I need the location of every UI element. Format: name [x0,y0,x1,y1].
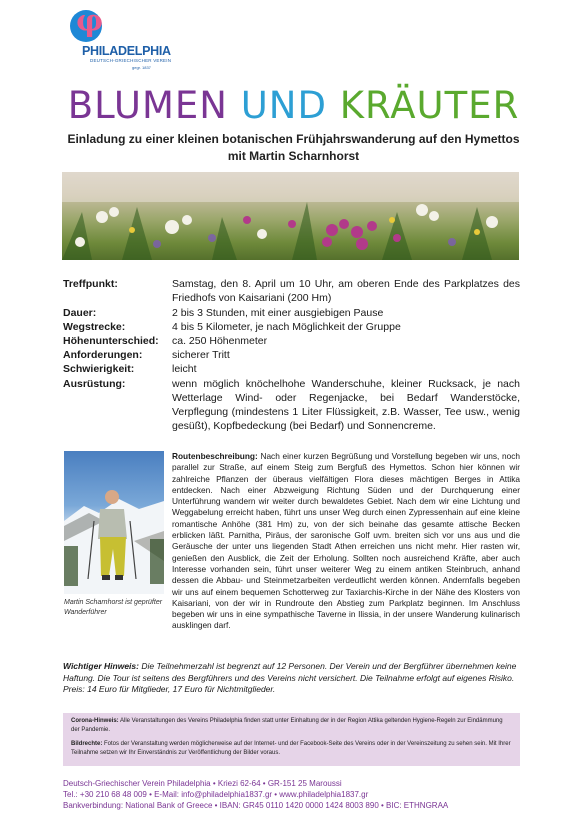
logo-brand-text: PHILADELPHIA [82,44,171,58]
label-wegstrecke: Wegstrecke: [63,321,126,333]
guide-photo [64,451,164,594]
label-ausruestung: Ausrüstung: [63,378,126,390]
title-word-blumen: BLUMEN [67,84,241,127]
image-rights-note [71,740,512,757]
label-schwierigkeit: Schwierigkeit: [63,363,135,375]
hint-text: Die Teilnehmerzahl ist begrenzt auf 12 Personen. Der Verein und der Bergführer übernehmen keine Haftung. Die Tour ist seitens des Bergführers und des Vereins nicht versichert. Die Teilnahme erfolgt auf eigenes Risiko. Preis: 14 Euro für Mitglieder, 17 Euro für Nichtmitglieder. [63,661,517,694]
flower-banner-image [62,172,519,260]
image-rights-heading: Bildrechte: [71,741,103,747]
subtitle-line-1: Einladung zu einer kleinen botanischen Frühjahrswanderung auf den Hymettos [67,132,520,146]
philadelphia-logo [66,4,172,76]
subtitle-line-2: mit Martin Scharnhorst [227,149,360,163]
route-text: Nach einer kurzen Begrüßung und Vorstellung begeben wir uns, noch parallel zur Straße, auf einem Steig zum Bergfuß des Hymettos. Schon hier können wir zahlreiche Pflanzen der überaus vielfältigen Flora dieses mächtigen Berges in Attika entdecken. Nach einer Abzweigung Richtung Süden und der Durchquerung einer Unterführung wandern wir weiter durch bewaldetes Gebiet. Nach dem wir eine Lichtung und Weggabelung erreicht haben, führt uns unser Weg durch einen Zypressenhain auf eine kleine romantische Anhöhe (381 Hm) zu, von der sich beinahe das gesamte attische Becken erblicken läßt. Parnitha, Piräus, der saronische Golf uvm. breiten sich vor uns aus und die Geräusche der unter uns liegenden Stadt Athen erreichen uns nicht mehr. Hier rasten wir, genießen den Ausblick, die Zeit der Erholung. Sollten noch ausreichend Kräfte, aber auch Interesse vorhanden sein, führt unser weiterer Weg zu einem antiken Steinbruch, anhand dessen die Abbau- und Steinmetzarbeiten verdeutlicht werden können. Andernfalls begeben wir uns auf einem bequemen Schotterweg zur Taxiarchis-Kirche in der Nähe des Klosters von Kaisariani, von der wir in Rundroute den Abstieg zum Parkplatz beginnen. Im Anschluss begeben wir uns in eine sympathische Taverne in Ilissia, in der unsere Wanderung kulinarisch ausklingen darf. [172,451,520,631]
logo-founded: gegr. 1837 [132,65,151,70]
guide-photo-illustration [64,451,164,594]
label-hoehenunterschied: Höhenunterschied: [63,335,159,347]
important-hint [63,661,520,696]
corona-note-heading: Corona-Hinweis: [71,718,119,724]
value-dauer: 2 bis 3 Stunden, mit einer ausgiebigen Pause [172,307,384,319]
value-wegstrecke: 4 bis 5 Kilometer, je nach Möglichkeit der Gruppe [172,321,401,333]
logo-subtitle: DEUTSCH-GRIECHISCHER VEREIN [90,58,172,63]
flower-banner-illustration [62,172,519,260]
hint-heading: Wichtiger Hinweis: [63,661,139,671]
value-treffpunkt: Samstag, den 8. April um 10 Uhr, am oberen Ende des Parkplatzes des Friedhofs von Kaisariani (200 Hm) [172,278,520,304]
page-subtitle [60,131,527,165]
notes-box [63,713,520,766]
label-treffpunkt: Treffpunkt: [63,278,118,290]
logo-phi-glyph: φ [76,4,104,39]
footer-address: Deutsch-Griechischer Verein Philadelphia • Kriezi 62-64 • GR-151 25 Maroussi [63,779,342,788]
title-word-kraeuter: KRÄUTER [339,84,520,127]
corona-note-text: Alle Veranstaltungen des Vereins Philadelphia finden statt unter Einhaltung der in der Region Attika geltenden Hygiene-Regeln zur Eindämmung der Pandemie. [71,718,503,733]
label-dauer: Dauer: [63,307,97,319]
value-hoehenunterschied: ca. 250 Höhenmeter [172,335,268,347]
value-anforderungen: sicherer Tritt [172,349,230,361]
page-title [0,86,587,126]
route-description [172,451,520,632]
value-ausruestung: wenn möglich knöchelhohe Wanderschuhe, kleiner Rucksack, je nach Wetterlage Wind- oder Regenjacke, bei Bedarf Wanderstöcke, Verpflegung (mindestens 1 Liter Flüssigkeit, z.B. Wasser, Tee usw., wenig gesüßt), Kopfbedeckung (bei Bedarf) und Sonnencreme. [172,378,520,432]
image-rights-text: Fotos der Veranstaltung werden möglicherweise auf der Internet- und der Facebook-Seite des Vereins oder in der Vereinszeitung zu sehen sein. Mit Ihrer Teilnahme setzen wir Ihr Einverständnis zur Veröffentlichung der Bilder voraus. [71,741,511,756]
value-schwierigkeit: leicht [172,363,197,375]
photo-caption: Martin Scharnhorst ist geprüfter Wanderführer [64,599,163,616]
footer-contact: Tel.: +30 210 68 48 009 • E-Mail: info@philadelphia1837.gr • www.philadelphia1837.gr [63,790,369,799]
footer-bank: Bankverbindung: National Bank of Greece • IBAN: GR45 0110 1420 0000 1424 8003 890 • BIC: ETHNGRAA [63,801,449,810]
label-anforderungen: Anforderungen: [63,349,143,361]
title-word-und: UND [240,84,340,127]
corona-note [71,717,512,734]
route-heading: Routenbeschreibung: [172,451,258,461]
